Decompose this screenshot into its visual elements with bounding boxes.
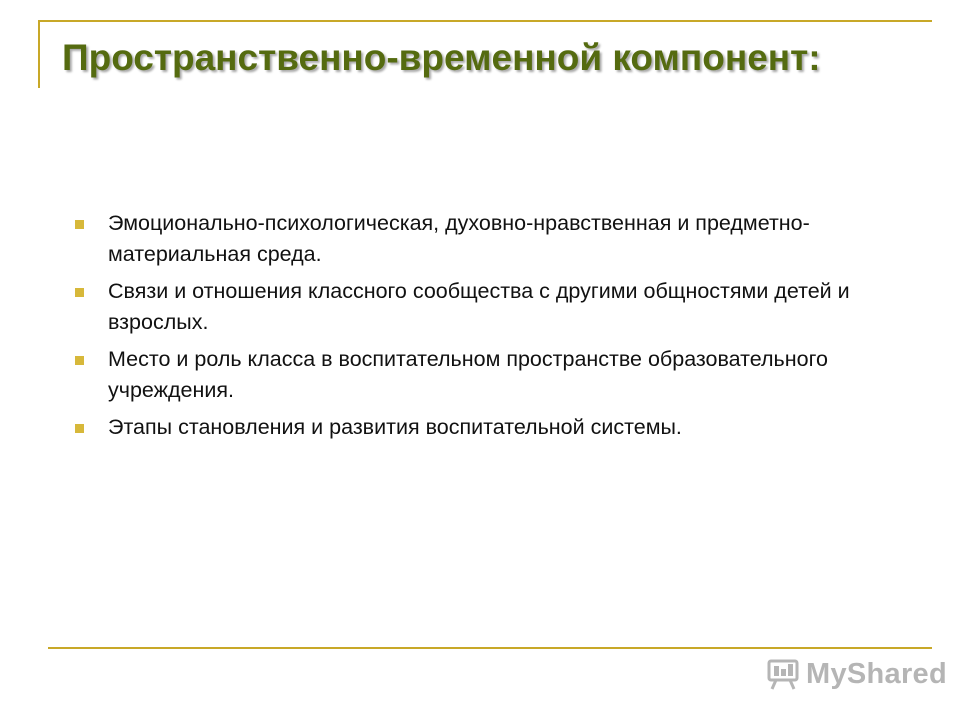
bullet-item	[72, 208, 892, 270]
bottom-divider	[48, 647, 932, 649]
watermark-text: MyShared	[806, 657, 947, 690]
bullet-item	[72, 276, 892, 338]
slide-title: Пространственно-временной компонент:	[62, 37, 821, 78]
bullet-text: Место и роль класса в воспитательном пространстве образовательного учреждения.	[108, 347, 828, 402]
bullet-item	[72, 344, 892, 406]
square-bullet-icon	[75, 356, 84, 365]
square-bullet-icon	[75, 288, 84, 297]
bullet-list	[72, 208, 892, 449]
watermark-logo	[766, 654, 947, 694]
bullet-item	[72, 412, 892, 443]
bullet-text: Эмоционально-психологическая, духовно-нравственная и предметно-материальная среда.	[108, 211, 810, 266]
presentation-board-icon	[766, 658, 800, 690]
square-bullet-icon	[75, 220, 84, 229]
square-bullet-icon	[75, 424, 84, 433]
top-divider	[38, 20, 932, 22]
bullet-text: Этапы становления и развития воспитательной системы.	[108, 415, 682, 439]
bullet-text: Связи и отношения классного сообщества с другими общностями детей и взрослых.	[108, 279, 850, 334]
left-divider	[38, 20, 40, 88]
